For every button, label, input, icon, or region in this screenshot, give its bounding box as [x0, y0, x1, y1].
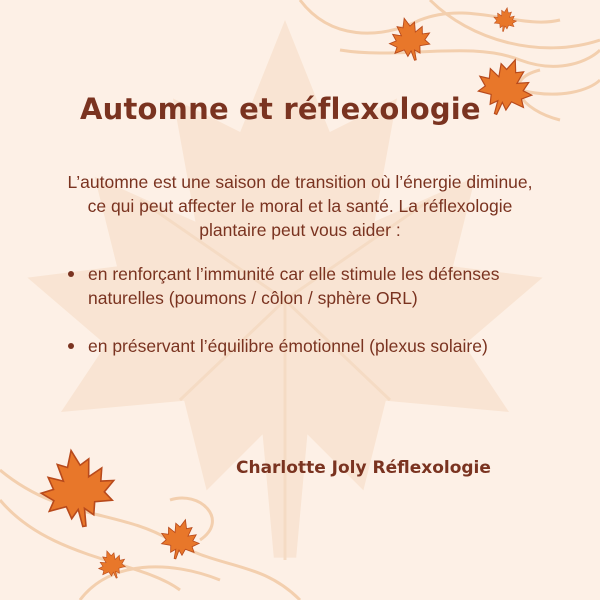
maple-leaf-icon: [384, 13, 435, 65]
page-title: Automne et réflexologie: [80, 92, 481, 126]
bullet-dot-icon: [68, 343, 74, 349]
list-item-text: en renforçant l’immunité car elle stimule les défenses naturelles (poumons / côlon / sphère ORL): [88, 264, 500, 308]
list-item: [62, 262, 502, 310]
maple-leaf-icon: [35, 444, 121, 532]
bullet-dot-icon: [68, 271, 74, 277]
benefits-list: [62, 262, 502, 382]
list-item: [62, 334, 502, 358]
intro-paragraph: L’automne est une saison de transition où l’énergie diminue, ce qui peut affecter le moral et la santé. La réflexologie plantaire peut vous aider :: [67, 172, 533, 240]
maple-leaf-icon: [156, 515, 204, 564]
list-item-text: en préservant l’équilibre émotionnel (plexus solaire): [88, 336, 488, 356]
swirl-lines-bottom: [0, 470, 300, 600]
signature: Charlotte Joly Réflexologie: [236, 458, 491, 478]
